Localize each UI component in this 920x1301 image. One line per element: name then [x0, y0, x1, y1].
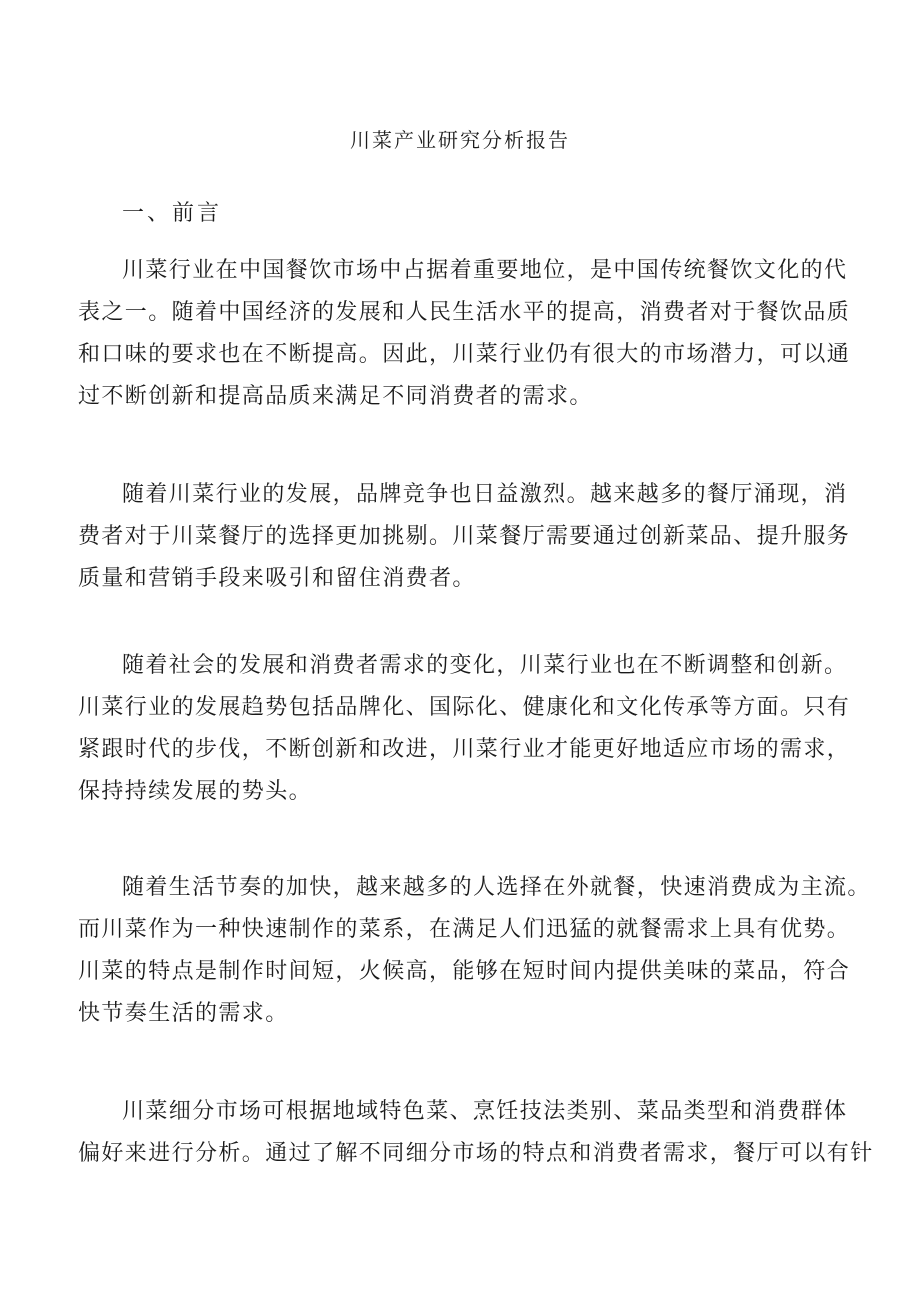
paragraph-line: 随着社会的发展和消费者需求的变化，川菜行业也在不断调整和创新。 — [122, 653, 848, 678]
section-heading: 一、前言 — [122, 201, 223, 226]
paragraph-line: 保持持续发展的势头。 — [78, 779, 313, 804]
paragraph-4 — [78, 867, 871, 1035]
paragraph-1 — [78, 250, 851, 418]
paragraph-line: 川菜的特点是制作时间短，火候高，能够在短时间内提供美味的菜品，符合 — [78, 959, 851, 984]
paragraph-5 — [78, 1091, 874, 1175]
paragraph-line: 快节奏生活的需求。 — [78, 1001, 289, 1026]
paragraph-line: 而川菜作为一种快速制作的菜系，在满足人们迅猛的就餐需求上具有优势。 — [78, 917, 851, 942]
paragraph-line: 随着生活节奏的加快，越来越多的人选择在外就餐，快速消费成为主流。 — [122, 875, 871, 900]
paragraph-line: 过不断创新和提高品质来满足不同消费者的需求。 — [78, 384, 593, 409]
paragraph-line: 和口味的要求也在不断提高。因此，川菜行业仍有很大的市场潜力，可以通 — [78, 342, 851, 367]
document-title: 川菜产业研究分析报告 — [350, 128, 570, 152]
paragraph-line: 费者对于川菜餐厅的选择更加挑剔。川菜餐厅需要通过创新菜品、提升服务 — [78, 524, 851, 549]
paragraph-line: 质量和营销手段来吸引和留住消费者。 — [78, 566, 476, 591]
paragraph-line: 川菜行业在中国餐饮市场中占据着重要地位，是中国传统餐饮文化的代 — [122, 258, 848, 283]
paragraph-line: 紧跟时代的步伐，不断创新和改进，川菜行业才能更好地适应市场的需求， — [78, 737, 851, 762]
paragraph-line: 随着川菜行业的发展，品牌竞争也日益激烈。越来越多的餐厅涌现，消 — [122, 482, 848, 507]
paragraph-line: 川菜细分市场可根据地域特色菜、烹饪技法类别、菜品类型和消费群体 — [122, 1099, 848, 1124]
paragraph-line: 表之一。随着中国经济的发展和人民生活水平的提高，消费者对于餐饮品质 — [78, 300, 851, 325]
paragraph-line: 川菜行业的发展趋势包括品牌化、国际化、健康化和文化传承等方面。只有 — [78, 695, 851, 720]
paragraph-2 — [78, 474, 851, 600]
paragraph-line: 偏好来进行分析。通过了解不同细分市场的特点和消费者需求，餐厅可以有针 — [78, 1141, 874, 1166]
paragraph-3 — [78, 645, 851, 813]
